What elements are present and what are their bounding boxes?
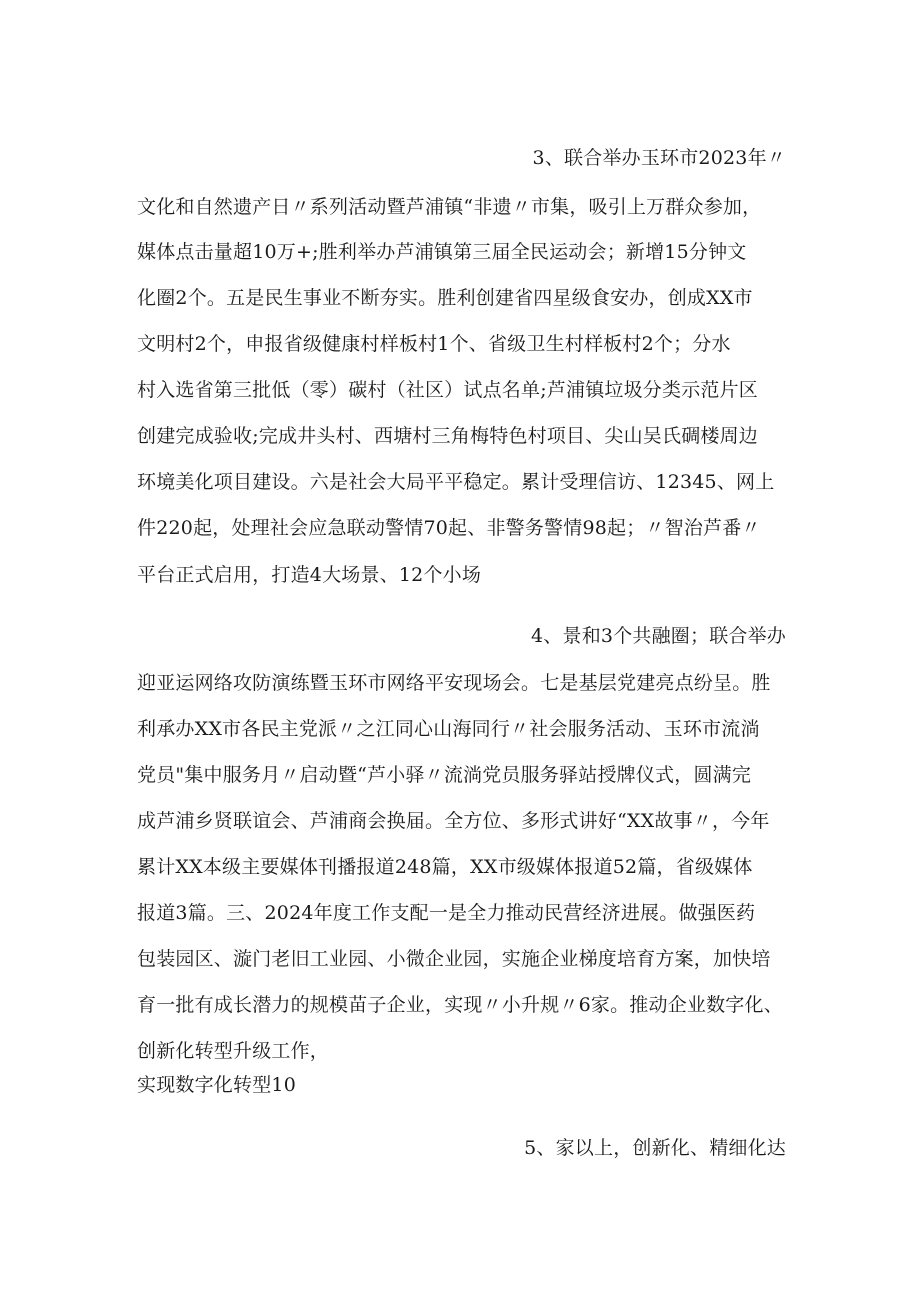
paragraph-line: 化圈2个。五是民生事业不断夯实。胜利创建省四星级食安办，创成XX市 — [137, 287, 753, 309]
paragraph-line: 利承办XX市各民主党派〃之江同心山海同行〃社会服务活动、玉环市流淌 — [137, 718, 760, 740]
paragraph-line: 件220起，处理社会应急联动警情70起、非警务警情98起；〃智治芦番〃 — [137, 517, 761, 539]
section-4-heading: 4、景和3个共融圈；联合举办 — [531, 625, 786, 647]
paragraph-line: 媒体点击量超10万+;胜利举办芦浦镇第三届全民运动会；新增15分钟文 — [137, 241, 747, 263]
paragraph-line: 创新化转型升级工作， — [137, 1040, 330, 1062]
section-3-heading: 3、联合举办玉环市2023年〃 — [532, 147, 786, 169]
paragraph-line: 平台正式启用，打造4大场景、12个小场 — [137, 564, 482, 586]
paragraph-line: 育一批有成长潜力的规模苗子企业，实现〃小升规〃6家。推动企业数字化、 — [137, 994, 783, 1016]
paragraph-line: 成芦浦乡贤联谊会、芦浦商会换届。全方位、多形式讲好“XX故事〃，今年 — [137, 810, 770, 832]
paragraph-line: 党员"集中服务月〃启动暨“芦小驿〃流淌党员服务驿站授牌仪式，圆满完 — [137, 764, 752, 786]
paragraph-line: 创建完成验收;完成井头村、西塘村三角梅特色村项目、尖山吴氏碉楼周边 — [137, 425, 759, 447]
paragraph-line: 文明村2个，申报省级健康村样板村1个、省级卫生村样板村2个；分水 — [137, 333, 731, 355]
paragraph-line: 累计XX本级主要媒体刊播报道248篇，XX市级媒体报道52篇，省级媒体 — [137, 856, 753, 878]
paragraph-line: 环境美化项目建设。六是社会大局平平稳定。累计受理信访、12345、网上 — [137, 471, 775, 493]
paragraph-line: 报道3篇。三、2024年度工作支配一是全力推动民营经济进展。做强医药 — [137, 902, 756, 924]
section-5-heading: 5、家以上，创新化、精细化达 — [524, 1137, 786, 1159]
paragraph-line: 迎亚运网络攻防演练暨玉环市网络平安现场会。七是基层党建亮点纷呈。胜 — [137, 672, 771, 694]
paragraph-line: 包装园区、漩门老旧工业园、小微企业园，实施企业梯度培育方案，加快培 — [137, 948, 771, 970]
paragraph-line: 村入选省第三批低（零）碳村（社区）试点名单;芦浦镇垃圾分类示范片区 — [137, 379, 759, 401]
paragraph-line: 实现数字化转型10 — [137, 1074, 296, 1096]
paragraph-line: 文化和自然遗产日〃系列活动暨芦浦镇“非遗〃市集，吸引上万群众参加， — [137, 196, 762, 218]
